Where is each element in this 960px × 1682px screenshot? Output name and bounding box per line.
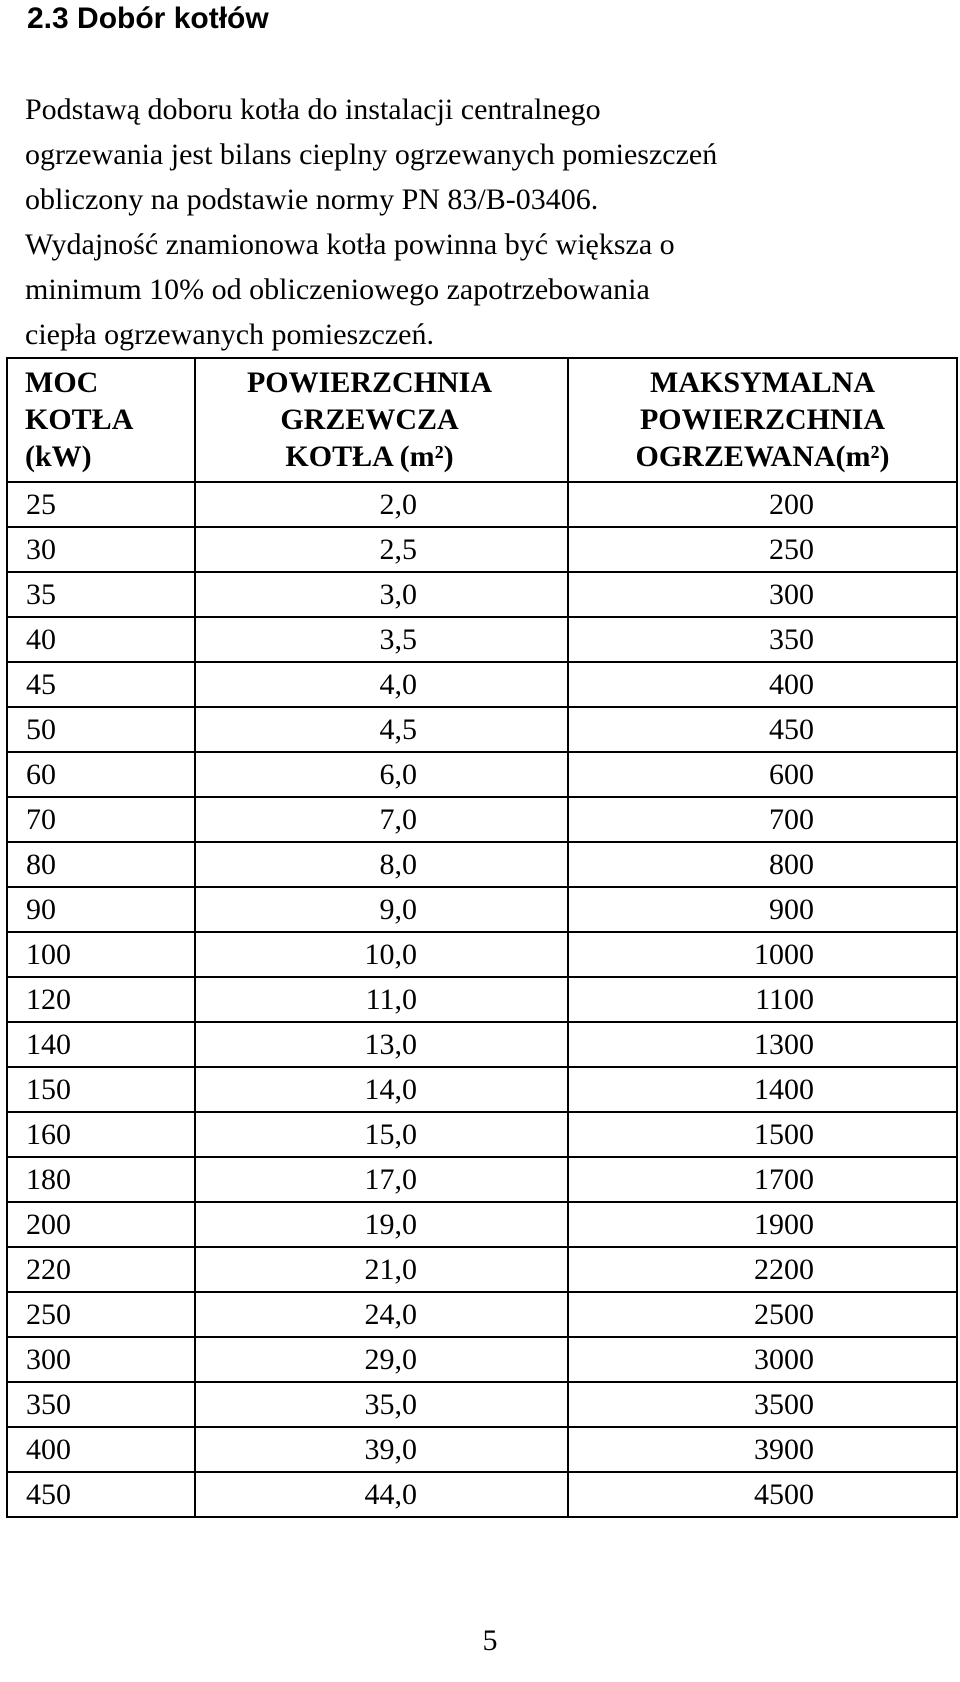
cell-heating-surface: 17,0 [195,1157,568,1202]
cell-heating-surface: 10,0 [195,932,568,977]
cell-heating-surface: 4,0 [195,662,568,707]
cell-max-area: 400 [568,662,957,707]
cell-max-area: 1100 [568,977,957,1022]
header-max-heated-area [568,358,957,482]
cell-heating-surface: 39,0 [195,1427,568,1472]
table-row [7,1382,957,1427]
table-row [7,1067,957,1112]
cell-power: 200 [7,1202,195,1247]
cell-max-area: 900 [568,887,957,932]
cell-heating-surface: 7,0 [195,797,568,842]
cell-power: 70 [7,797,195,842]
table-row [7,1337,957,1382]
cell-power: 160 [7,1112,195,1157]
cell-heating-surface: 3,0 [195,572,568,617]
cell-power: 250 [7,1292,195,1337]
cell-heating-surface: 2,5 [195,527,568,572]
page-number: 5 [482,1624,498,1657]
table-body [7,482,957,1517]
table-row [7,662,957,707]
cell-max-area: 3000 [568,1337,957,1382]
header-line: KOTŁA [25,402,134,436]
cell-max-area: 250 [568,527,957,572]
cell-max-area: 3900 [568,1427,957,1472]
cell-power: 45 [7,662,195,707]
cell-heating-surface: 14,0 [195,1067,568,1112]
boiler-selection-table [6,357,958,1518]
table-row [7,932,957,977]
table-row [7,482,957,527]
table-row [7,797,957,842]
cell-max-area: 300 [568,572,957,617]
header-line: OGRZEWANA(m²) [635,439,890,473]
cell-heating-surface: 44,0 [195,1472,568,1517]
cell-power: 25 [7,482,195,527]
cell-power: 50 [7,707,195,752]
intro-line: ciepła ogrzewanych pomieszczeń. [25,318,434,351]
cell-max-area: 800 [568,842,957,887]
cell-heating-surface: 3,5 [195,617,568,662]
header-boiler-power [7,358,195,482]
cell-max-area: 1700 [568,1157,957,1202]
table-row [7,1292,957,1337]
intro-line: obliczony na podstawie normy PN 83/B-03406. [25,183,599,216]
cell-power: 300 [7,1337,195,1382]
cell-max-area: 4500 [568,1472,957,1517]
cell-heating-surface: 6,0 [195,752,568,797]
cell-max-area: 200 [568,482,957,527]
cell-max-area: 1300 [568,1022,957,1067]
table-header-row [7,358,957,482]
cell-heating-surface: 29,0 [195,1337,568,1382]
cell-heating-surface: 11,0 [195,977,568,1022]
header-line: (kW) [25,439,92,473]
header-line: GRZEWCZA [280,402,459,436]
table-row [7,1202,957,1247]
cell-power: 350 [7,1382,195,1427]
section-heading: 2.3 Dobór kotłów [27,2,269,35]
table-row [7,842,957,887]
cell-max-area: 2500 [568,1292,957,1337]
table-row [7,707,957,752]
cell-max-area: 350 [568,617,957,662]
header-line: MOC [25,365,99,399]
cell-power: 30 [7,527,195,572]
cell-max-area: 450 [568,707,957,752]
cell-heating-surface: 24,0 [195,1292,568,1337]
cell-heating-surface: 19,0 [195,1202,568,1247]
table-row [7,1472,957,1517]
cell-heating-surface: 2,0 [195,482,568,527]
cell-heating-surface: 4,5 [195,707,568,752]
cell-power: 80 [7,842,195,887]
cell-max-area: 1900 [568,1202,957,1247]
header-line: KOTŁA (m²) [285,439,454,473]
cell-max-area: 3500 [568,1382,957,1427]
cell-max-area: 1000 [568,932,957,977]
table-row [7,1112,957,1157]
cell-power: 60 [7,752,195,797]
cell-power: 35 [7,572,195,617]
cell-heating-surface: 9,0 [195,887,568,932]
cell-heating-surface: 13,0 [195,1022,568,1067]
intro-line: ogrzewania jest bilans cieplny ogrzewanych pomieszczeń [25,138,718,171]
cell-power: 100 [7,932,195,977]
cell-power: 150 [7,1067,195,1112]
table-row [7,977,957,1022]
cell-max-area: 1500 [568,1112,957,1157]
table-row [7,887,957,932]
cell-max-area: 700 [568,797,957,842]
intro-line: minimum 10% od obliczeniowego zapotrzebowania [25,273,650,306]
table-row [7,1247,957,1292]
cell-power: 140 [7,1022,195,1067]
header-line: POWIERZCHNIA [639,402,886,436]
cell-heating-surface: 35,0 [195,1382,568,1427]
table-row [7,617,957,662]
cell-power: 90 [7,887,195,932]
cell-heating-surface: 15,0 [195,1112,568,1157]
cell-power: 180 [7,1157,195,1202]
header-line: MAKSYMALNA [650,365,875,399]
header-heating-surface [195,358,568,482]
intro-line: Wydajność znamionowa kotła powinna być większa o [25,228,675,261]
table-row [7,1427,957,1472]
intro-line: Podstawą doboru kotła do instalacji centralnego [25,93,601,126]
cell-power: 450 [7,1472,195,1517]
cell-power: 400 [7,1427,195,1472]
table-row [7,1022,957,1067]
cell-power: 220 [7,1247,195,1292]
cell-max-area: 1400 [568,1067,957,1112]
table-row [7,572,957,617]
header-line: POWIERZCHNIA [246,365,493,399]
cell-power: 120 [7,977,195,1022]
cell-max-area: 2200 [568,1247,957,1292]
table-row [7,527,957,572]
cell-max-area: 600 [568,752,957,797]
intro-paragraph [25,87,945,357]
table-row [7,752,957,797]
cell-power: 40 [7,617,195,662]
cell-heating-surface: 8,0 [195,842,568,887]
cell-heating-surface: 21,0 [195,1247,568,1292]
table-row [7,1157,957,1202]
